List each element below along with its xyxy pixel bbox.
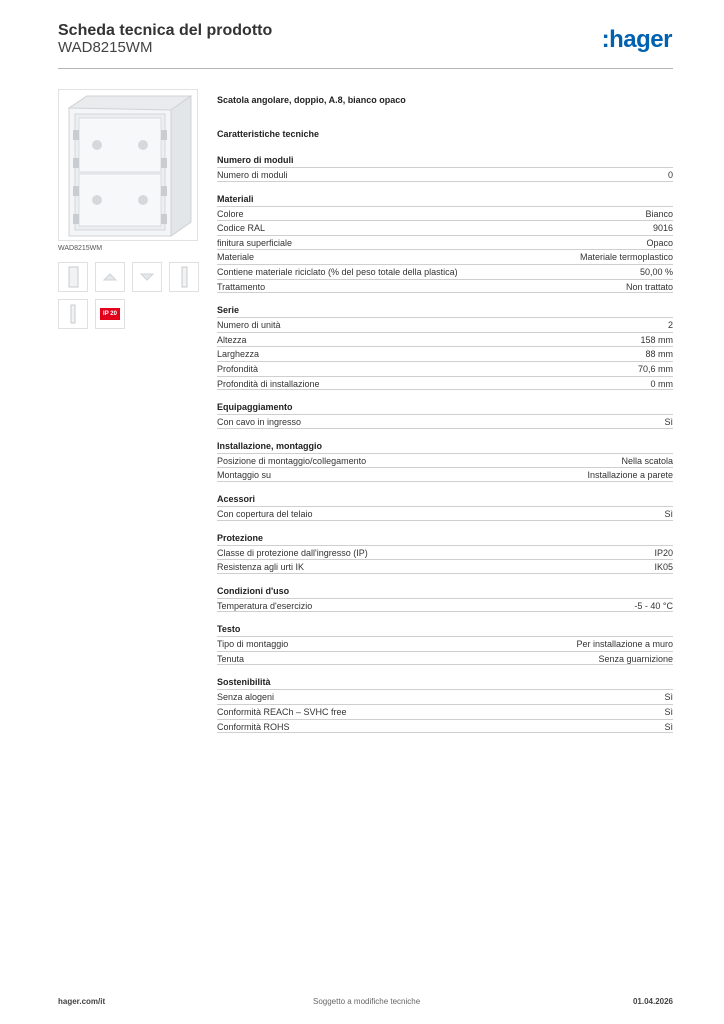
thumbnail-top[interactable] xyxy=(95,262,125,292)
spec-row xyxy=(217,651,673,666)
spec-label: Posizione di montaggio/collegamento xyxy=(217,455,367,466)
spec-row xyxy=(217,235,673,250)
spec-value: 2 xyxy=(667,320,673,331)
spec-row xyxy=(217,346,673,361)
spec-value: Per installazione a muro xyxy=(576,639,673,650)
product-front-icon xyxy=(59,263,87,291)
header-divider xyxy=(58,68,673,69)
spec-rows xyxy=(217,636,673,665)
spec-group xyxy=(217,493,673,521)
spec-label: Montaggio su xyxy=(217,470,272,481)
spec-group-title: Installazione, montaggio xyxy=(217,440,323,451)
spec-label: Tenuta xyxy=(217,653,245,664)
spec-row xyxy=(217,249,673,264)
spec-label: Materiale xyxy=(217,252,255,263)
spec-value: Sì xyxy=(664,692,673,703)
spec-row xyxy=(217,376,673,391)
spec-rows xyxy=(217,317,673,390)
spec-value: 0 mm xyxy=(650,378,673,389)
spec-label: Tipo di montaggio xyxy=(217,639,289,650)
spec-value: 50,00 % xyxy=(639,266,673,277)
spec-groups xyxy=(217,154,673,733)
spec-group xyxy=(217,532,673,574)
spec-row xyxy=(217,167,673,182)
footer-note: Soggetto a modifiche tecniche xyxy=(313,997,421,1006)
spec-group xyxy=(217,440,673,482)
spec-rows xyxy=(217,414,673,429)
spec-group xyxy=(217,676,673,733)
spec-row xyxy=(217,719,673,734)
spec-group-title: Serie xyxy=(217,305,240,316)
spec-rows xyxy=(217,506,673,521)
spec-value: Sì xyxy=(664,707,673,718)
spec-row xyxy=(217,689,673,704)
product-code: WAD8215WM xyxy=(58,39,153,56)
spec-value: Non trattato xyxy=(625,281,673,292)
spec-row xyxy=(217,467,673,482)
spec-label: Con copertura del telaio xyxy=(217,508,313,519)
box-illustration-icon xyxy=(59,90,197,240)
spec-group xyxy=(217,193,673,294)
product-bottom-icon xyxy=(133,263,161,291)
spec-group xyxy=(217,401,673,429)
document-title: Scheda tecnica del prodotto xyxy=(58,22,273,39)
spec-label: Trattamento xyxy=(217,281,266,292)
spec-row xyxy=(217,332,673,347)
spec-value: Nella scatola xyxy=(621,455,673,466)
spec-row xyxy=(217,506,673,521)
product-top-icon xyxy=(96,263,124,291)
spec-group-title: Equipaggiamento xyxy=(217,402,293,413)
spec-value: 9016 xyxy=(652,223,673,234)
thumbnail-side[interactable] xyxy=(169,262,199,292)
spec-label: Temperatura d'esercizio xyxy=(217,600,313,611)
thumbnail-detail[interactable] xyxy=(58,299,88,329)
spec-value: Sì xyxy=(664,508,673,519)
spec-group-title: Testo xyxy=(217,624,241,635)
spec-label: Altezza xyxy=(217,334,247,345)
thumbnail-bottom[interactable] xyxy=(132,262,162,292)
spec-label: Profondità di installazione xyxy=(217,378,320,389)
spec-group-title: Numero di moduli xyxy=(217,155,294,165)
spec-row xyxy=(217,317,673,332)
spec-label: Classe di protezione dall'ingresso (IP) xyxy=(217,547,368,558)
spec-row xyxy=(217,636,673,651)
spec-value: IK05 xyxy=(654,562,673,573)
ip-rating-icon: IP 20 xyxy=(100,308,120,320)
thumbnail-ip-rating[interactable] xyxy=(95,299,125,329)
spec-rows xyxy=(217,545,673,574)
spec-label: Contiene materiale riciclato (% del peso totale della plastica) xyxy=(217,266,458,277)
hager-logo: :hager xyxy=(601,26,672,53)
spec-value: Sì xyxy=(664,417,673,428)
spec-group-title: Materiali xyxy=(217,193,254,204)
spec-label: Conformità ROHS xyxy=(217,721,290,732)
spec-group-title: Sostenibilità xyxy=(217,677,271,688)
spec-rows xyxy=(217,689,673,733)
spec-value: -5 - 40 °C xyxy=(634,600,673,611)
spec-group xyxy=(217,585,673,613)
spec-rows xyxy=(217,206,673,294)
spec-label: Colore xyxy=(217,208,244,219)
spec-row xyxy=(217,206,673,221)
spec-label: Numero di unità xyxy=(217,320,281,331)
product-description: Scatola angolare, doppio, A.8, bianco opaco xyxy=(217,95,406,105)
spec-group-title: Protezione xyxy=(217,532,264,543)
spec-group xyxy=(217,623,673,665)
spec-row xyxy=(217,220,673,235)
product-gallery xyxy=(58,89,198,329)
spec-value: Sì xyxy=(664,721,673,732)
spec-group-title: Acessori xyxy=(217,493,256,504)
spec-rows xyxy=(217,167,673,182)
spec-value: Installazione a parete xyxy=(587,470,673,481)
spec-row xyxy=(217,279,673,294)
spec-value: Senza guarnizione xyxy=(598,653,673,664)
spec-row xyxy=(217,264,673,279)
spec-rows xyxy=(217,598,673,613)
technical-heading: Caratteristiche tecniche xyxy=(217,129,320,139)
spec-group xyxy=(217,154,673,182)
spec-label: Profondità xyxy=(217,363,259,374)
spec-rows xyxy=(217,453,673,482)
spec-value: IP20 xyxy=(654,547,673,558)
spec-row xyxy=(217,704,673,719)
spec-group-title: Condizioni d'uso xyxy=(217,585,290,596)
spec-label: finitura superficiale xyxy=(217,237,293,248)
spec-label: Senza alogeni xyxy=(217,692,275,703)
thumbnail-front[interactable] xyxy=(58,262,88,292)
page-header xyxy=(58,20,674,70)
spec-label: Larghezza xyxy=(217,349,260,360)
spec-label: Numero di moduli xyxy=(217,170,288,180)
image-caption: WAD8215WM xyxy=(58,245,103,252)
product-side-icon xyxy=(170,263,198,291)
technical-sheet xyxy=(217,95,673,733)
spec-row xyxy=(217,453,673,468)
spec-row xyxy=(217,545,673,560)
product-detail-icon xyxy=(59,300,87,328)
page-footer xyxy=(58,997,673,1011)
spec-row xyxy=(217,598,673,613)
spec-value: 0 xyxy=(667,170,673,180)
spec-label: Resistenza agli urti IK xyxy=(217,562,305,573)
spec-value: Bianco xyxy=(645,208,673,219)
spec-row xyxy=(217,414,673,429)
product-main-image[interactable] xyxy=(58,89,198,241)
footer-date: 01.04.2026 xyxy=(632,997,673,1006)
spec-label: Conformità REACh – SVHC free xyxy=(217,707,347,718)
spec-row xyxy=(217,361,673,376)
spec-value: 70,6 mm xyxy=(637,363,673,374)
spec-value: Materiale termoplastico xyxy=(579,252,673,263)
spec-group xyxy=(217,304,673,390)
spec-label: Con cavo in ingresso xyxy=(217,417,302,428)
spec-row xyxy=(217,559,673,574)
spec-value: 88 mm xyxy=(645,349,673,360)
spec-value: Opaco xyxy=(646,237,673,248)
spec-label: Codice RAL xyxy=(217,223,266,234)
footer-site[interactable]: hager.com/it xyxy=(58,997,106,1006)
spec-value: 158 mm xyxy=(640,334,673,345)
thumbnail-strip xyxy=(58,262,198,329)
